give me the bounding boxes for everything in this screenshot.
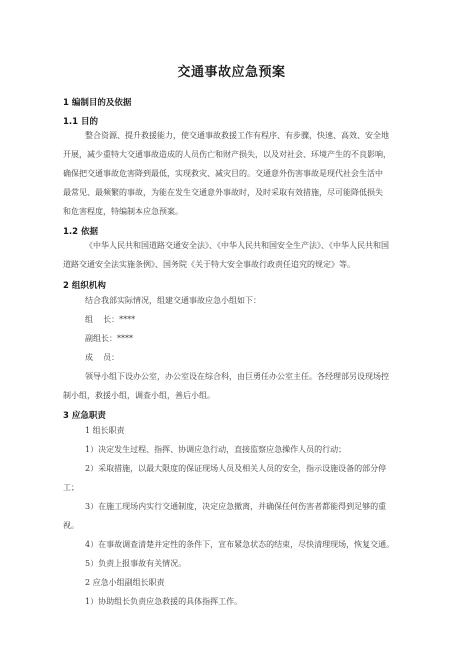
paragraph-line: 2）采取措施，以最大限度的保证现场人员及相关人员的安全，指示设施设备的部分停 — [85, 464, 387, 473]
paragraph-line: 确保把交通事故危害降到最低，实现救灾、减灾目的。交通意外伤害事故是现代社会生活中 — [63, 169, 383, 178]
subsection-heading-basis: 1.2 依据 — [63, 227, 99, 237]
paragraph-line: 结合我部实际情况，组建交通事故应急小组如下： — [85, 296, 261, 305]
paragraph-line: 开展，减少重特大交通事故造成的人员伤亡和财产损失，以及对社会、环境产生的不良影响， — [63, 150, 391, 159]
paragraph-line: 和危害程度，特编制本应急预案。 — [63, 207, 183, 216]
paragraph-line: 2 应急小组副组长职责 — [85, 578, 165, 587]
team-leader-line: 组 长：**** — [85, 315, 136, 324]
subsection-heading-purpose: 1.1 目的 — [63, 117, 99, 127]
paragraph-line: 3）在施工现场内实行交通制度，决定应急撤离，并确保任何伤害者都能得到足够的重 — [85, 502, 387, 511]
paragraph-line: 最常见、最频繁的事故，为能在发生交通意外事故时，及时采取有效措施，尽可能降低损失 — [63, 188, 383, 197]
paragraph-line: 领导小组下设办公室，办公室设在综合科，由巨勇任办公室主任。各经理部另设现场控 — [85, 372, 389, 381]
section-heading-organization: 2 组织机构 — [63, 281, 106, 291]
document-title: 交通事故应急预案 — [177, 65, 286, 80]
section-heading-purpose-basis: 1 编制目的及依据 — [63, 98, 132, 108]
members-line: 成 员： — [85, 353, 120, 362]
deputy-leader-line: 副组长：**** — [85, 334, 133, 343]
paragraph-line: 《中华人民共和国道路交通安全法》、《中华人民共和国安全生产法》、《中华人民共和国 — [85, 241, 389, 250]
paragraph-line: 视。 — [63, 521, 79, 530]
paragraph-line: 1）协助组长负责应急救援的具体指挥工作。 — [85, 597, 243, 606]
paragraph-line: 1）决定发生过程、指挥、协调应急行动，直接监察应急操作人员的行动； — [85, 445, 347, 454]
paragraph-line: 5）负责上报事故有关情况。 — [85, 559, 187, 568]
paragraph-line: 工； — [63, 483, 79, 492]
section-heading-responsibilities: 3 应急职责 — [63, 411, 106, 421]
paragraph-line: 1 组长职责 — [85, 426, 125, 435]
paragraph-line: 道路交通安全法实施条例》、国务院《关于特大安全事故行政责任追究的规定》等。 — [63, 260, 355, 269]
paragraph-line: 制小组，救援小组，调查小组，善后小组。 — [63, 391, 215, 400]
paragraph-line: 4）在事故调查清楚并定性的条件下，宣布紧急状态的结束，尽快清理现场，恢复交通。 — [85, 540, 395, 549]
paragraph-line: 整合资源、提升救援能力，使交通事故救援工作有程序、有步骤，快速、高效、安全地 — [85, 131, 389, 140]
